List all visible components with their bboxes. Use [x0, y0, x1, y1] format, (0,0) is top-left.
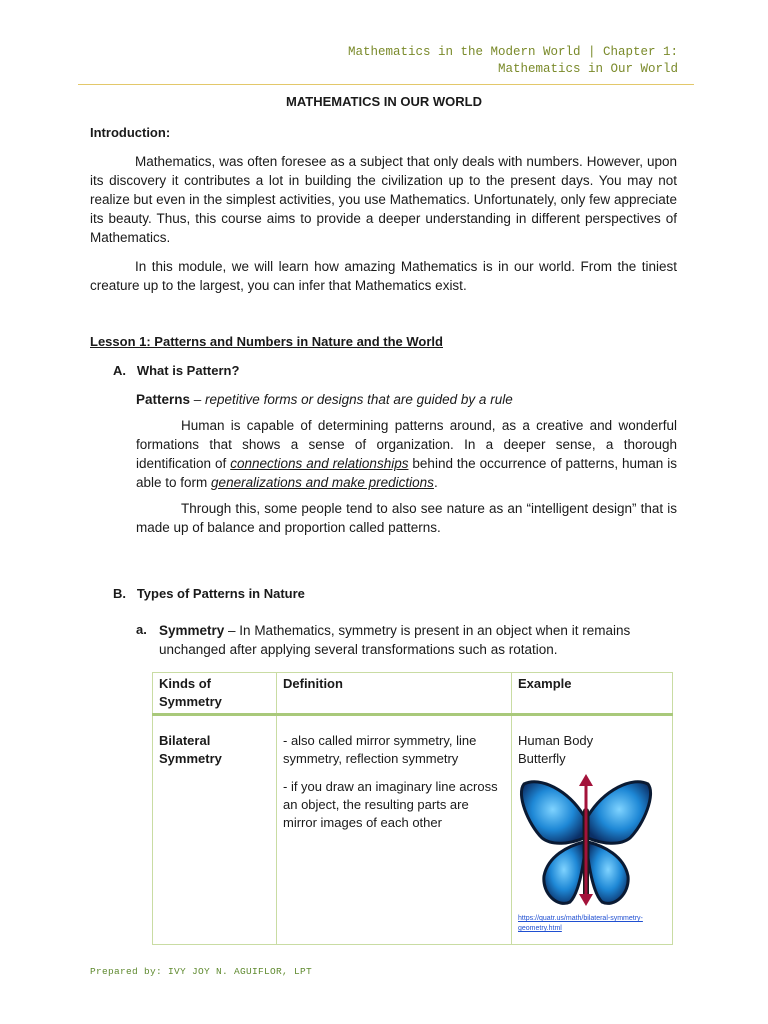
header-line-1: Mathematics in the Modern World | Chapter 1:: [347, 45, 678, 59]
pattern-paragraph-1: [136, 416, 677, 492]
pattern-paragraph-2: Through this, some people tend to also see nature as an “intelligent design” that is made up of balance and proportion called patterns.: [136, 501, 677, 535]
intro-heading: Introduction:: [90, 125, 171, 140]
header-rule: [78, 84, 694, 85]
intro-paragraph-2: In this module, we will learn how amazing Mathematics is in our world. From the tiniest creature up to the largest, you can infer that Mathematics exist.: [90, 259, 677, 293]
table-row: [153, 715, 673, 945]
p3-underlined-1: connections and relationships: [230, 456, 409, 471]
row-example: [512, 715, 673, 945]
section-b-heading: B. Types of Patterns in Nature: [113, 586, 305, 601]
pattern-term: Patterns: [136, 392, 191, 407]
symmetry-def-text: – In Mathematics, symmetry is present in an object when it remains unchanged after applying several transformations such as rotation.: [159, 623, 631, 657]
footer-prepared-by: Prepared by: IVY JOY N. AGUIFLOR, LPT: [90, 966, 313, 977]
pattern-definition: [136, 390, 677, 409]
running-header: [348, 44, 678, 78]
intro-paragraph-1: Mathematics, was often foresee as a subject that only deals with numbers. However, upon its discovery it contributes a lot in building the civilization up to the present days. You may not realize but even in the simplest activities, you use Mathematics. Unfortunately, only few appreciate its beauty. Thus, this course aims to provide a deeper understanding in different perspectives of Mathematics.: [90, 154, 677, 245]
row-kind-text: Bilateral Symmetry: [159, 733, 222, 766]
symmetry-term: Symmetry: [159, 623, 225, 638]
row-definition: [277, 715, 512, 945]
table-header-definition: Definition: [277, 673, 512, 715]
row-example-1: Human Body: [518, 733, 594, 748]
lesson-heading: Lesson 1: Patterns and Numbers in Nature and the World: [90, 334, 443, 349]
header-line-2: Mathematics in Our World: [497, 62, 678, 76]
pattern-def-text: – repetitive forms or designs that are guided by a rule: [190, 392, 513, 407]
p3-underlined-2: generalizations and make predictions: [211, 475, 434, 490]
p3-text-c: .: [433, 475, 438, 490]
symmetry-definition: [159, 621, 677, 659]
table-header-example: Example: [512, 673, 673, 715]
butterfly-source-link[interactable]: https://quatr.us/math/bilateral-symmetry-geometry.html: [518, 915, 643, 932]
symmetry-table: [152, 672, 673, 945]
page-title: MATHEMATICS IN OUR WORLD: [286, 94, 482, 109]
symmetry-marker: a.: [136, 622, 147, 637]
table-header-row: [153, 673, 673, 715]
p3-text-b: behind the occurrence of patterns, human is able to form: [136, 456, 677, 490]
table-header-kind: Kinds of Symmetry: [153, 673, 277, 715]
butterfly-image: [518, 772, 654, 910]
p3-text-a: Human is capable of determining patterns around, as a creative and wonderful formations that shows a sense of organization. In a deeper sense, a thorough identification of: [136, 418, 677, 471]
row-def-2: - if you draw an imaginary line across an object, the resulting parts are mirror images of each other: [283, 779, 498, 830]
row-def-1: - also called mirror symmetry, line symmetry, reflection symmetry: [283, 733, 477, 766]
row-example-2: Butterfly: [518, 751, 566, 766]
section-a-heading: A. What is Pattern?: [113, 363, 240, 378]
row-kind: [153, 715, 277, 945]
